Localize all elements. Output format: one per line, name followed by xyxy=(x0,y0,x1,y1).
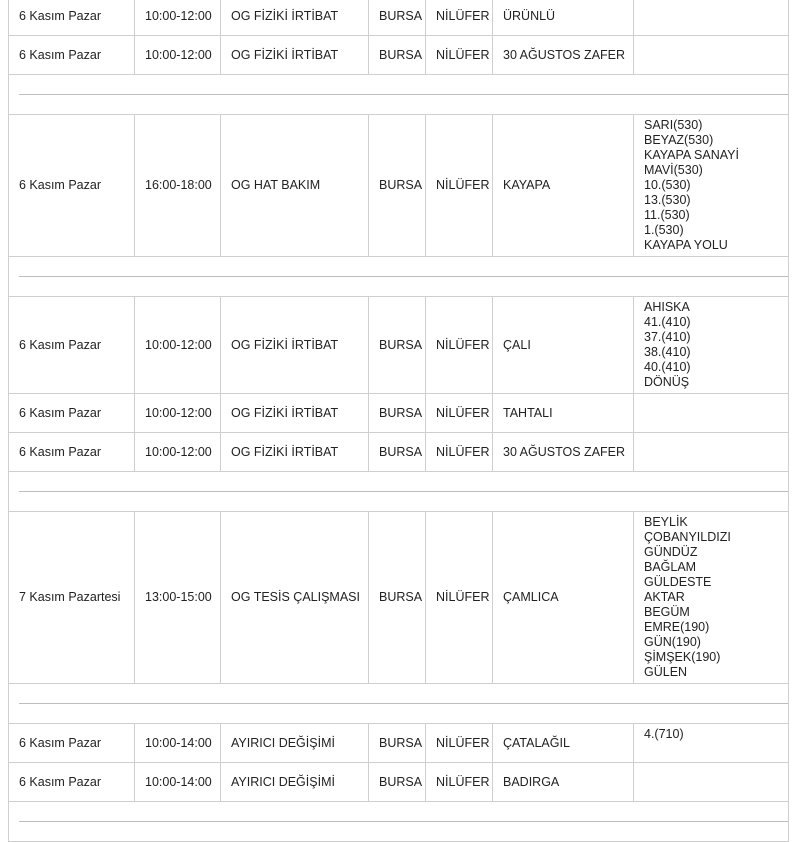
work-type-cell: AYIRICI DEĞİŞİMİ xyxy=(221,763,369,802)
date-cell: 6 Kasım Pazar xyxy=(9,394,135,433)
street-name: BAĞLAM xyxy=(644,560,697,574)
work-type-cell: OG HAT BAKIM xyxy=(221,115,369,257)
time-cell: 10:00-12:00 xyxy=(135,0,221,36)
district-cell: NİLÜFER xyxy=(426,433,493,472)
city-cell: BURSA xyxy=(369,724,426,763)
work-type-cell: OG TESİS ÇALIŞMASI xyxy=(221,512,369,684)
work-type-cell: OG FİZİKİ İRTİBAT xyxy=(221,394,369,433)
date-cell: 6 Kasım Pazar xyxy=(9,433,135,472)
street-name: AHISKA xyxy=(644,300,690,314)
neighborhood-cell: ÇALI xyxy=(493,297,634,394)
separator-row xyxy=(9,802,789,842)
date-cell: 6 Kasım Pazar xyxy=(9,724,135,763)
table-row xyxy=(9,512,789,684)
separator-cell xyxy=(9,75,789,115)
table-row xyxy=(9,0,789,36)
neighborhood-cell: 30 AĞUSTOS ZAFER xyxy=(493,36,634,75)
city-cell: BURSA xyxy=(369,36,426,75)
time-cell: 10:00-12:00 xyxy=(135,433,221,472)
street-name: SARI(530) xyxy=(644,118,703,132)
separator-line xyxy=(19,94,788,95)
separator-cell xyxy=(9,684,789,724)
street-name: GÜLDESTE xyxy=(644,575,712,589)
district-cell: NİLÜFER xyxy=(426,512,493,684)
table-row xyxy=(9,394,789,433)
streets-cell xyxy=(634,763,789,802)
city-cell: BURSA xyxy=(369,763,426,802)
district-cell: NİLÜFER xyxy=(426,763,493,802)
table-row xyxy=(9,115,789,257)
separator-row xyxy=(9,75,789,115)
street-name: GÜNDÜZ xyxy=(644,545,698,559)
city-cell: BURSA xyxy=(369,0,426,36)
neighborhood-cell: ÇATALAĞIL xyxy=(493,724,634,763)
time-cell: 10:00-12:00 xyxy=(135,297,221,394)
district-cell: NİLÜFER xyxy=(426,724,493,763)
streets-cell xyxy=(634,512,789,684)
work-type-cell: OG FİZİKİ İRTİBAT xyxy=(221,433,369,472)
neighborhood-cell: 30 AĞUSTOS ZAFER xyxy=(493,433,634,472)
streets-cell xyxy=(634,36,789,75)
street-name: DÖNÜŞ xyxy=(644,375,690,389)
streets-cell xyxy=(634,0,789,36)
separator-cell xyxy=(9,802,789,842)
separator-row xyxy=(9,472,789,512)
time-cell: 10:00-14:00 xyxy=(135,724,221,763)
time-cell: 10:00-14:00 xyxy=(135,763,221,802)
separator-cell xyxy=(9,257,789,297)
street-name: GÜN(190) xyxy=(644,635,701,649)
district-cell: NİLÜFER xyxy=(426,394,493,433)
street-name: KAYAPA SANAYİ xyxy=(644,148,739,162)
time-cell: 16:00-18:00 xyxy=(135,115,221,257)
city-cell: BURSA xyxy=(369,297,426,394)
work-type-cell: OG FİZİKİ İRTİBAT xyxy=(221,297,369,394)
street-name: 40.(410) xyxy=(644,360,691,374)
table-row xyxy=(9,433,789,472)
date-cell: 6 Kasım Pazar xyxy=(9,36,135,75)
streets-cell xyxy=(634,724,789,763)
streets-cell xyxy=(634,297,789,394)
neighborhood-cell: TAHTALI xyxy=(493,394,634,433)
separator-line xyxy=(19,703,788,704)
street-name: 37.(410) xyxy=(644,330,691,344)
table-body xyxy=(9,0,789,842)
separator-row xyxy=(9,684,789,724)
street-name: ÇOBANYILDIZI xyxy=(644,530,731,544)
district-cell: NİLÜFER xyxy=(426,297,493,394)
date-cell: 6 Kasım Pazar xyxy=(9,763,135,802)
street-name: 38.(410) xyxy=(644,345,691,359)
date-cell: 6 Kasım Pazar xyxy=(9,0,135,36)
neighborhood-cell: ÇAMLICA xyxy=(493,512,634,684)
city-cell: BURSA xyxy=(369,512,426,684)
street-name: 1.(530) xyxy=(644,223,684,237)
street-name: GÜLEN xyxy=(644,665,688,679)
neighborhood-cell: ÜRÜNLÜ xyxy=(493,0,634,36)
street-name: BEGÜM xyxy=(644,605,690,619)
street-name: 10.(530) xyxy=(644,178,691,192)
separator-row xyxy=(9,257,789,297)
street-name: 4.(710) xyxy=(644,727,684,741)
street-name: 13.(530) xyxy=(644,193,691,207)
streets-cell xyxy=(634,394,789,433)
district-cell: NİLÜFER xyxy=(426,0,493,36)
time-cell: 10:00-12:00 xyxy=(135,36,221,75)
neighborhood-cell: BADIRGA xyxy=(493,763,634,802)
city-cell: BURSA xyxy=(369,433,426,472)
table-row xyxy=(9,724,789,763)
separator-cell xyxy=(9,472,789,512)
date-cell: 6 Kasım Pazar xyxy=(9,115,135,257)
work-type-cell: AYIRICI DEĞİŞİMİ xyxy=(221,724,369,763)
work-type-cell: OG FİZİKİ İRTİBAT xyxy=(221,36,369,75)
separator-line xyxy=(19,491,788,492)
city-cell: BURSA xyxy=(369,394,426,433)
street-name: KAYAPA YOLU xyxy=(644,238,728,252)
table-row xyxy=(9,297,789,394)
table-row xyxy=(9,763,789,802)
district-cell: NİLÜFER xyxy=(426,115,493,257)
street-name: MAVİ(530) xyxy=(644,163,703,177)
separator-line xyxy=(19,821,788,822)
street-name: 11.(530) xyxy=(644,208,690,222)
time-cell: 13:00-15:00 xyxy=(135,512,221,684)
separator-line xyxy=(19,276,788,277)
city-cell: BURSA xyxy=(369,115,426,257)
table-row xyxy=(9,36,789,75)
outage-table xyxy=(8,0,789,842)
work-type-cell: OG FİZİKİ İRTİBAT xyxy=(221,0,369,36)
street-name: 41.(410) xyxy=(644,315,691,329)
time-cell: 10:00-12:00 xyxy=(135,394,221,433)
street-name: ŞİMŞEK(190) xyxy=(644,650,721,664)
district-cell: NİLÜFER xyxy=(426,36,493,75)
street-name: EMRE(190) xyxy=(644,620,710,634)
street-name: BEYAZ(530) xyxy=(644,133,714,147)
street-name: AKTAR xyxy=(644,590,685,604)
streets-cell xyxy=(634,115,789,257)
neighborhood-cell: KAYAPA xyxy=(493,115,634,257)
date-cell: 7 Kasım Pazartesi xyxy=(9,512,135,684)
streets-cell xyxy=(634,433,789,472)
date-cell: 6 Kasım Pazar xyxy=(9,297,135,394)
street-name: BEYLİK xyxy=(644,515,688,529)
